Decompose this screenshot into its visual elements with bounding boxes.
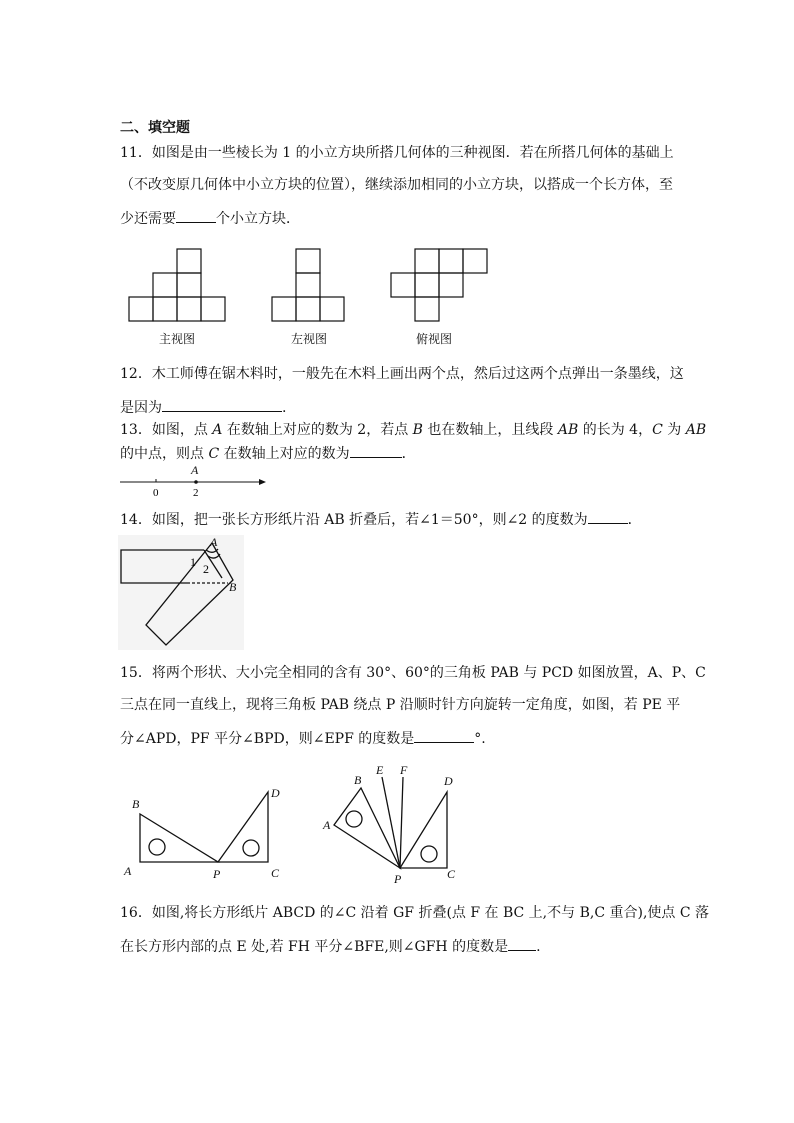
triangle-pcd-2 <box>400 792 447 868</box>
front-view-cell <box>153 273 177 297</box>
q11-line1: 11．如图是由一些棱长为 1 的小立方块所搭几何体的三种视图．若在所搭几何体的基础上 <box>120 145 674 161</box>
section-title: 二、填空题 <box>120 120 190 136</box>
q16-line1: 16．如图,将长方形纸片 ABCD 的∠C 沿着 GF 折叠(点 F 在 BC 上,不与 B,C 重合),使点 C 落 <box>120 905 710 921</box>
q14-text: 14．如图，把一张长方形纸片沿 AB 折叠后，若∠1＝50°，则∠2 的度数为 <box>120 512 588 528</box>
triangle-pab <box>140 814 218 862</box>
q15-line1: 15．将两个形状、大小完全相同的含有 30°、60°的三角板 PAB 与 PCD 如图放置，A、P、C <box>120 665 706 681</box>
q12-line2 <box>120 397 286 417</box>
triangle-pab-hole <box>149 839 165 855</box>
f2-label-b: B <box>354 773 362 787</box>
folded-strip-figure <box>118 535 244 650</box>
triangle-pcd-2-hole <box>421 846 437 862</box>
q16-text: 在长方形内部的点 E 处,若 FH 平分∠BFE,则∠GFH 的度数是 <box>120 939 509 955</box>
label-b: B <box>229 580 237 594</box>
f2-label-d: D <box>444 774 453 788</box>
ray-pe <box>382 777 400 868</box>
arrow-head-icon <box>259 479 266 485</box>
q11-line3-a: 少还需要 <box>120 211 176 227</box>
q15-text: 分∠APD，PF 平分∠BPD，则∠EPF 的度数是 <box>120 731 415 747</box>
left-view-cell <box>296 297 320 321</box>
top-view-cell <box>391 273 415 297</box>
q13-text: ． <box>401 446 416 462</box>
f1-label-d: D <box>271 786 280 800</box>
caption-left-view: 左视图 <box>291 332 328 346</box>
f2-label-p: P <box>394 872 402 885</box>
front-view-cell <box>153 297 177 321</box>
q13-line1 <box>120 421 706 439</box>
q11-answer-blank[interactable] <box>176 208 216 223</box>
q13-var-c: C <box>208 446 220 462</box>
front-view-cell <box>177 249 201 273</box>
q12-answer-blank[interactable] <box>162 397 282 412</box>
f1-label-b: B <box>132 797 140 811</box>
q13-text: 的中点，则点 <box>120 446 209 462</box>
top-view-cell <box>415 297 439 321</box>
label-zero: 0 <box>153 487 159 499</box>
f2-label-c: C <box>447 867 456 881</box>
f1-label-c: C <box>271 866 280 880</box>
q13-text: 的长为 4， <box>578 422 653 438</box>
top-view-cell <box>415 249 439 273</box>
triangle-pcd-hole <box>243 840 259 856</box>
q16-line2 <box>120 936 541 956</box>
label-point-a: A <box>191 463 199 477</box>
label-two: 2 <box>193 487 199 499</box>
rotated-triangle-pab <box>334 788 400 868</box>
top-view-cell <box>415 273 439 297</box>
q14-line1 <box>120 509 642 529</box>
front-view-cell <box>177 297 201 321</box>
q16-answer-blank[interactable] <box>508 936 536 951</box>
q12-line2-text: 是因为 <box>120 400 162 416</box>
top-view-cell <box>463 249 487 273</box>
f2-label-e: E <box>376 763 384 777</box>
q13-var-ab: AB <box>685 422 707 438</box>
q12-line2-end: . <box>282 400 287 416</box>
front-view-cell <box>129 297 153 321</box>
q13-var-b: B <box>412 422 423 438</box>
left-view-cell <box>272 297 296 321</box>
three-views-figure <box>125 245 495 350</box>
left-view-cell <box>296 273 320 297</box>
q13-var-c: C <box>652 422 663 438</box>
left-view-cell <box>296 249 320 273</box>
number-line-figure <box>118 462 270 500</box>
figure-background <box>118 535 244 650</box>
q13-var-a: A <box>212 422 223 438</box>
q15-line3 <box>120 728 486 748</box>
q13-text: 在数轴上对应的数为 2，若点 <box>222 422 413 438</box>
f2-label-f: F <box>400 763 408 777</box>
label-angle-2: 2 <box>203 562 209 576</box>
q11-line3-b: 个小立方块． <box>216 211 300 227</box>
q15-line2: 三点在同一直线上，现将三角板 PAB 绕点 P 沿顺时针方向旋转一定角度，如图，若 PE 平 <box>120 697 681 713</box>
triangle-pcd <box>218 792 268 862</box>
q15-answer-blank[interactable] <box>414 728 474 743</box>
rotated-triangle-pab-hole <box>346 811 362 827</box>
q15-text: °. <box>474 731 486 747</box>
f1-label-p: P <box>213 867 221 881</box>
caption-top-view: 俯视图 <box>416 332 453 346</box>
point-a-dot <box>194 480 198 484</box>
q13-text: 13．如图，点 <box>120 422 213 438</box>
q11-line3 <box>120 208 300 228</box>
front-view-cell <box>201 297 225 321</box>
label-a: A <box>210 535 218 549</box>
ray-pf <box>400 777 403 868</box>
caption-front-view: 主视图 <box>159 332 196 346</box>
q13-answer-blank[interactable] <box>350 443 402 458</box>
f1-label-a: A <box>124 864 132 878</box>
top-view-cell <box>439 273 463 297</box>
q14-text: ． <box>627 512 642 528</box>
q13-text: 在数轴上对应的数为 <box>219 446 350 462</box>
q11-line2: （不改变原几何体中小立方块的位置），继续添加相同的小立方块，以搭成一个长方体，至 <box>120 177 673 193</box>
left-view-cell <box>320 297 344 321</box>
label-angle-1: 1 <box>190 555 196 569</box>
q13-text: 也在数轴上，且线段 <box>422 422 558 438</box>
triangles-figure <box>120 760 470 885</box>
q12-line1: 12．木工师傅在锯木料时，一般先在木料上画出两个点，然后过这两个点弹出一条墨线，这 <box>120 366 684 382</box>
q14-answer-blank[interactable] <box>588 509 628 524</box>
q16-text: . <box>536 939 541 955</box>
q13-line2 <box>120 443 416 463</box>
f2-label-a: A <box>323 818 331 832</box>
top-view-cell <box>439 249 463 273</box>
front-view-cell <box>177 273 201 297</box>
q13-text: 为 <box>662 422 686 438</box>
q13-var-ab: AB <box>557 422 579 438</box>
